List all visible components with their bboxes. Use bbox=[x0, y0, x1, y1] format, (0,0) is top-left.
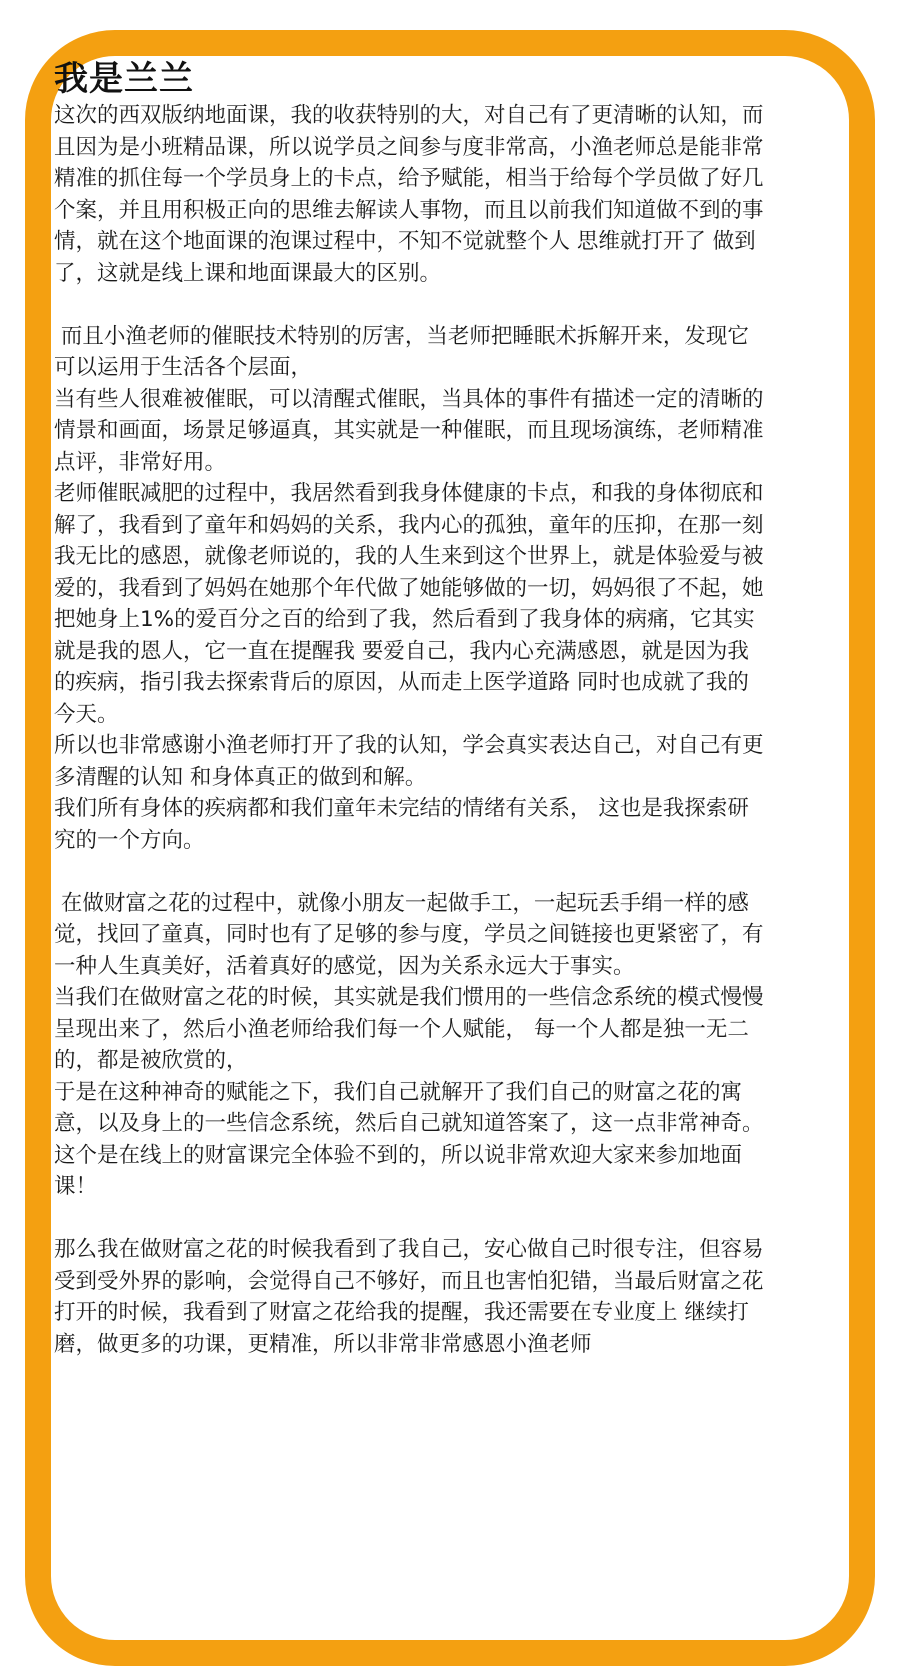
paragraph-awake-hypnosis: 当有些人很难被催眠，可以清醒式催眠，当具体的事件有描述一定的清晰的情景和画面，场景足够逼真，其实就是一种催眠，而且现场演练，老师精准点评，非常好用。 bbox=[54, 386, 764, 475]
paragraph-weight-loss-hypnosis: 老师催眠减肥的过程中，我居然看到我身体健康的卡点，和我的身体彻底和解了，我看到了童年和妈妈的关系，我内心的孤独，童年的压抑，在那一刻我无比的感恩，就像老师说的，我的人生来到这个世界上，就是体验爱与被爱的，我看到了妈妈在她那个年代做了她能够做的一切，妈妈很了不起，她把她身上1%的爱百分之百的给到了我，然后看到了我身体的病痛，它其实就是我的恩人，它一直在提醒我 要爱自己，我内心充满感恩，就是因为我的疾病，指引我去探索背后的原因，从而走上医学道路 同时也成就了我的今天。 bbox=[54, 481, 764, 727]
paragraph-invitation: 这个是在线上的财富课完全体验不到的，所以说非常欢迎大家来参加地面课！ bbox=[54, 1142, 743, 1199]
testimonial-content bbox=[54, 58, 766, 1360]
paragraph-gap bbox=[54, 1203, 766, 1235]
paragraph-empowerment: 于是在这种神奇的赋能之下，我们自己就解开了我们自己的财富之花的寓意，以及身上的一些信念系统，然后自己就知道答案了，这一点非常神奇。 bbox=[54, 1079, 764, 1136]
paragraph-belief-system: 当我们在做财富之花的时候，其实就是我们惯用的一些信念系统的模式慢慢呈现出来了，然后小渔老师给我们每一个人赋能， 每一个人都是独一无二的，都是被欣赏的， bbox=[54, 985, 764, 1073]
paragraph-course-gains: 这次的西双版纳地面课，我的收获特别的大，对自己有了更清晰的认知，而且因为是小班精品课，所以说学员之间参与度非常高，小渔老师总是能非常精准的抓住每一个学员身上的卡点，给予赋能，相当于给每个学员做了好几个案，并且用积极正向的思维去解读人事物，而且以前我们知道做不到的事情，就在这个地面课的泡课过程中，不知不觉就整个人 思维就打开了 做到了，这就是线上课和地面课最大的区别。 bbox=[54, 103, 764, 286]
paragraph-wealth-flower: 在做财富之花的过程中，就像小朋友一起做手工，一起玩丢手绢一样的感觉，找回了童真，同时也有了足够的参与度，学员之间链接也更紧密了，有一种人生真美好，活着真好的感觉，因为关系永远大于事实。 bbox=[54, 890, 764, 979]
paragraph-gratitude: 所以也非常感谢小渔老师打开了我的认知，学会真实表达自己，对自己有更多清醒的认知 和身体真正的做到和解。 bbox=[54, 733, 764, 790]
paragraph-self-reflection: 那么我在做财富之花的时候我看到了我自己，安心做自己时很专注，但容易受到受外界的影响，会觉得自己不够好，而且也害怕犯错，当最后财富之花打开的时候，我看到了财富之花给我的提醒，我还需要在专业度上 继续打磨，做更多的功课，更精准，所以非常非常感恩小渔老师 bbox=[54, 1237, 764, 1357]
author-title: 我是兰兰 bbox=[54, 59, 194, 99]
paragraph-gap bbox=[54, 289, 766, 321]
paragraph-illness-emotion: 我们所有身体的疾病都和我们童年未完结的情绪有关系， 这也是我探索研究的一个方向。 bbox=[54, 796, 749, 853]
paragraph-gap bbox=[54, 856, 766, 888]
paragraph-hypnosis-intro: 而且小渔老师的催眠技术特别的厉害，当老师把睡眠术拆解开来，发现它可以运用于生活各个层面， bbox=[54, 323, 749, 380]
